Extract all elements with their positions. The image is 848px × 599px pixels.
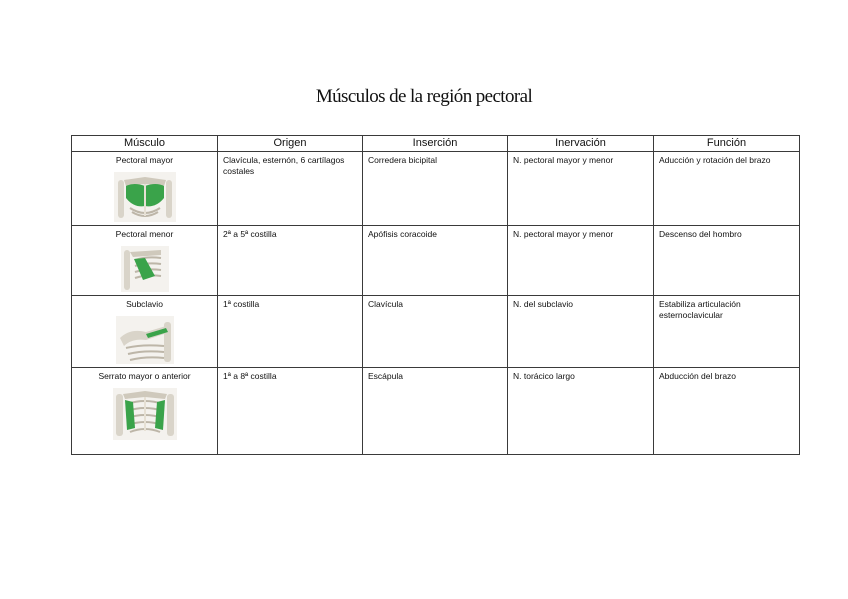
header-insertion: Inserción (363, 136, 508, 152)
table-row (72, 226, 800, 296)
muscle-name: Pectoral menor (115, 229, 174, 239)
header-function: Función (654, 136, 800, 152)
innervation-cell: N. pectoral mayor y menor (508, 152, 654, 226)
insertion-cell: Corredera bicipital (363, 152, 508, 226)
header-muscle: Músculo (72, 136, 218, 152)
table-row (72, 368, 800, 455)
table-row (72, 152, 800, 226)
innervation-cell: N. del subclavio (508, 296, 654, 368)
origin-cell: 2ª a 5ª costilla (218, 226, 363, 296)
page-title: Músculos de la región pectoral (315, 86, 533, 107)
muscles-table (71, 135, 800, 455)
innervation-cell: N. torácico largo (508, 368, 654, 455)
muscle-cell (72, 226, 218, 296)
muscle-cell (72, 152, 218, 226)
muscle-name: Pectoral mayor (115, 155, 174, 165)
function-cell: Abducción del brazo (654, 368, 800, 455)
origin-cell: Clavícula, esternón, 6 cartílagos costales (218, 152, 363, 226)
header-innervation: Inervación (508, 136, 654, 152)
muscle-cell (72, 368, 218, 455)
pectoralis-minor-anatomy-icon (121, 246, 169, 292)
function-cell: Descenso del hombro (654, 226, 800, 296)
origin-cell: 1ª a 8ª costilla (218, 368, 363, 455)
table-header-row (72, 136, 800, 152)
serratus-anterior-anatomy-icon (113, 388, 177, 440)
insertion-cell: Apófisis coracoide (363, 226, 508, 296)
insertion-cell: Clavícula (363, 296, 508, 368)
muscle-name: Serrato mayor o anterior (98, 371, 191, 381)
innervation-cell: N. pectoral mayor y menor (508, 226, 654, 296)
origin-cell: 1ª costilla (218, 296, 363, 368)
insertion-cell: Escápula (363, 368, 508, 455)
muscle-cell (72, 296, 218, 368)
muscle-name: Subclavio (126, 299, 163, 309)
subclavius-anatomy-icon (116, 316, 174, 364)
pectoralis-major-anatomy-icon (114, 172, 176, 222)
header-origin: Origen (218, 136, 363, 152)
function-cell: Estabiliza articulación esternoclavicular (654, 296, 800, 368)
function-cell: Aducción y rotación del brazo (654, 152, 800, 226)
table-row (72, 296, 800, 368)
